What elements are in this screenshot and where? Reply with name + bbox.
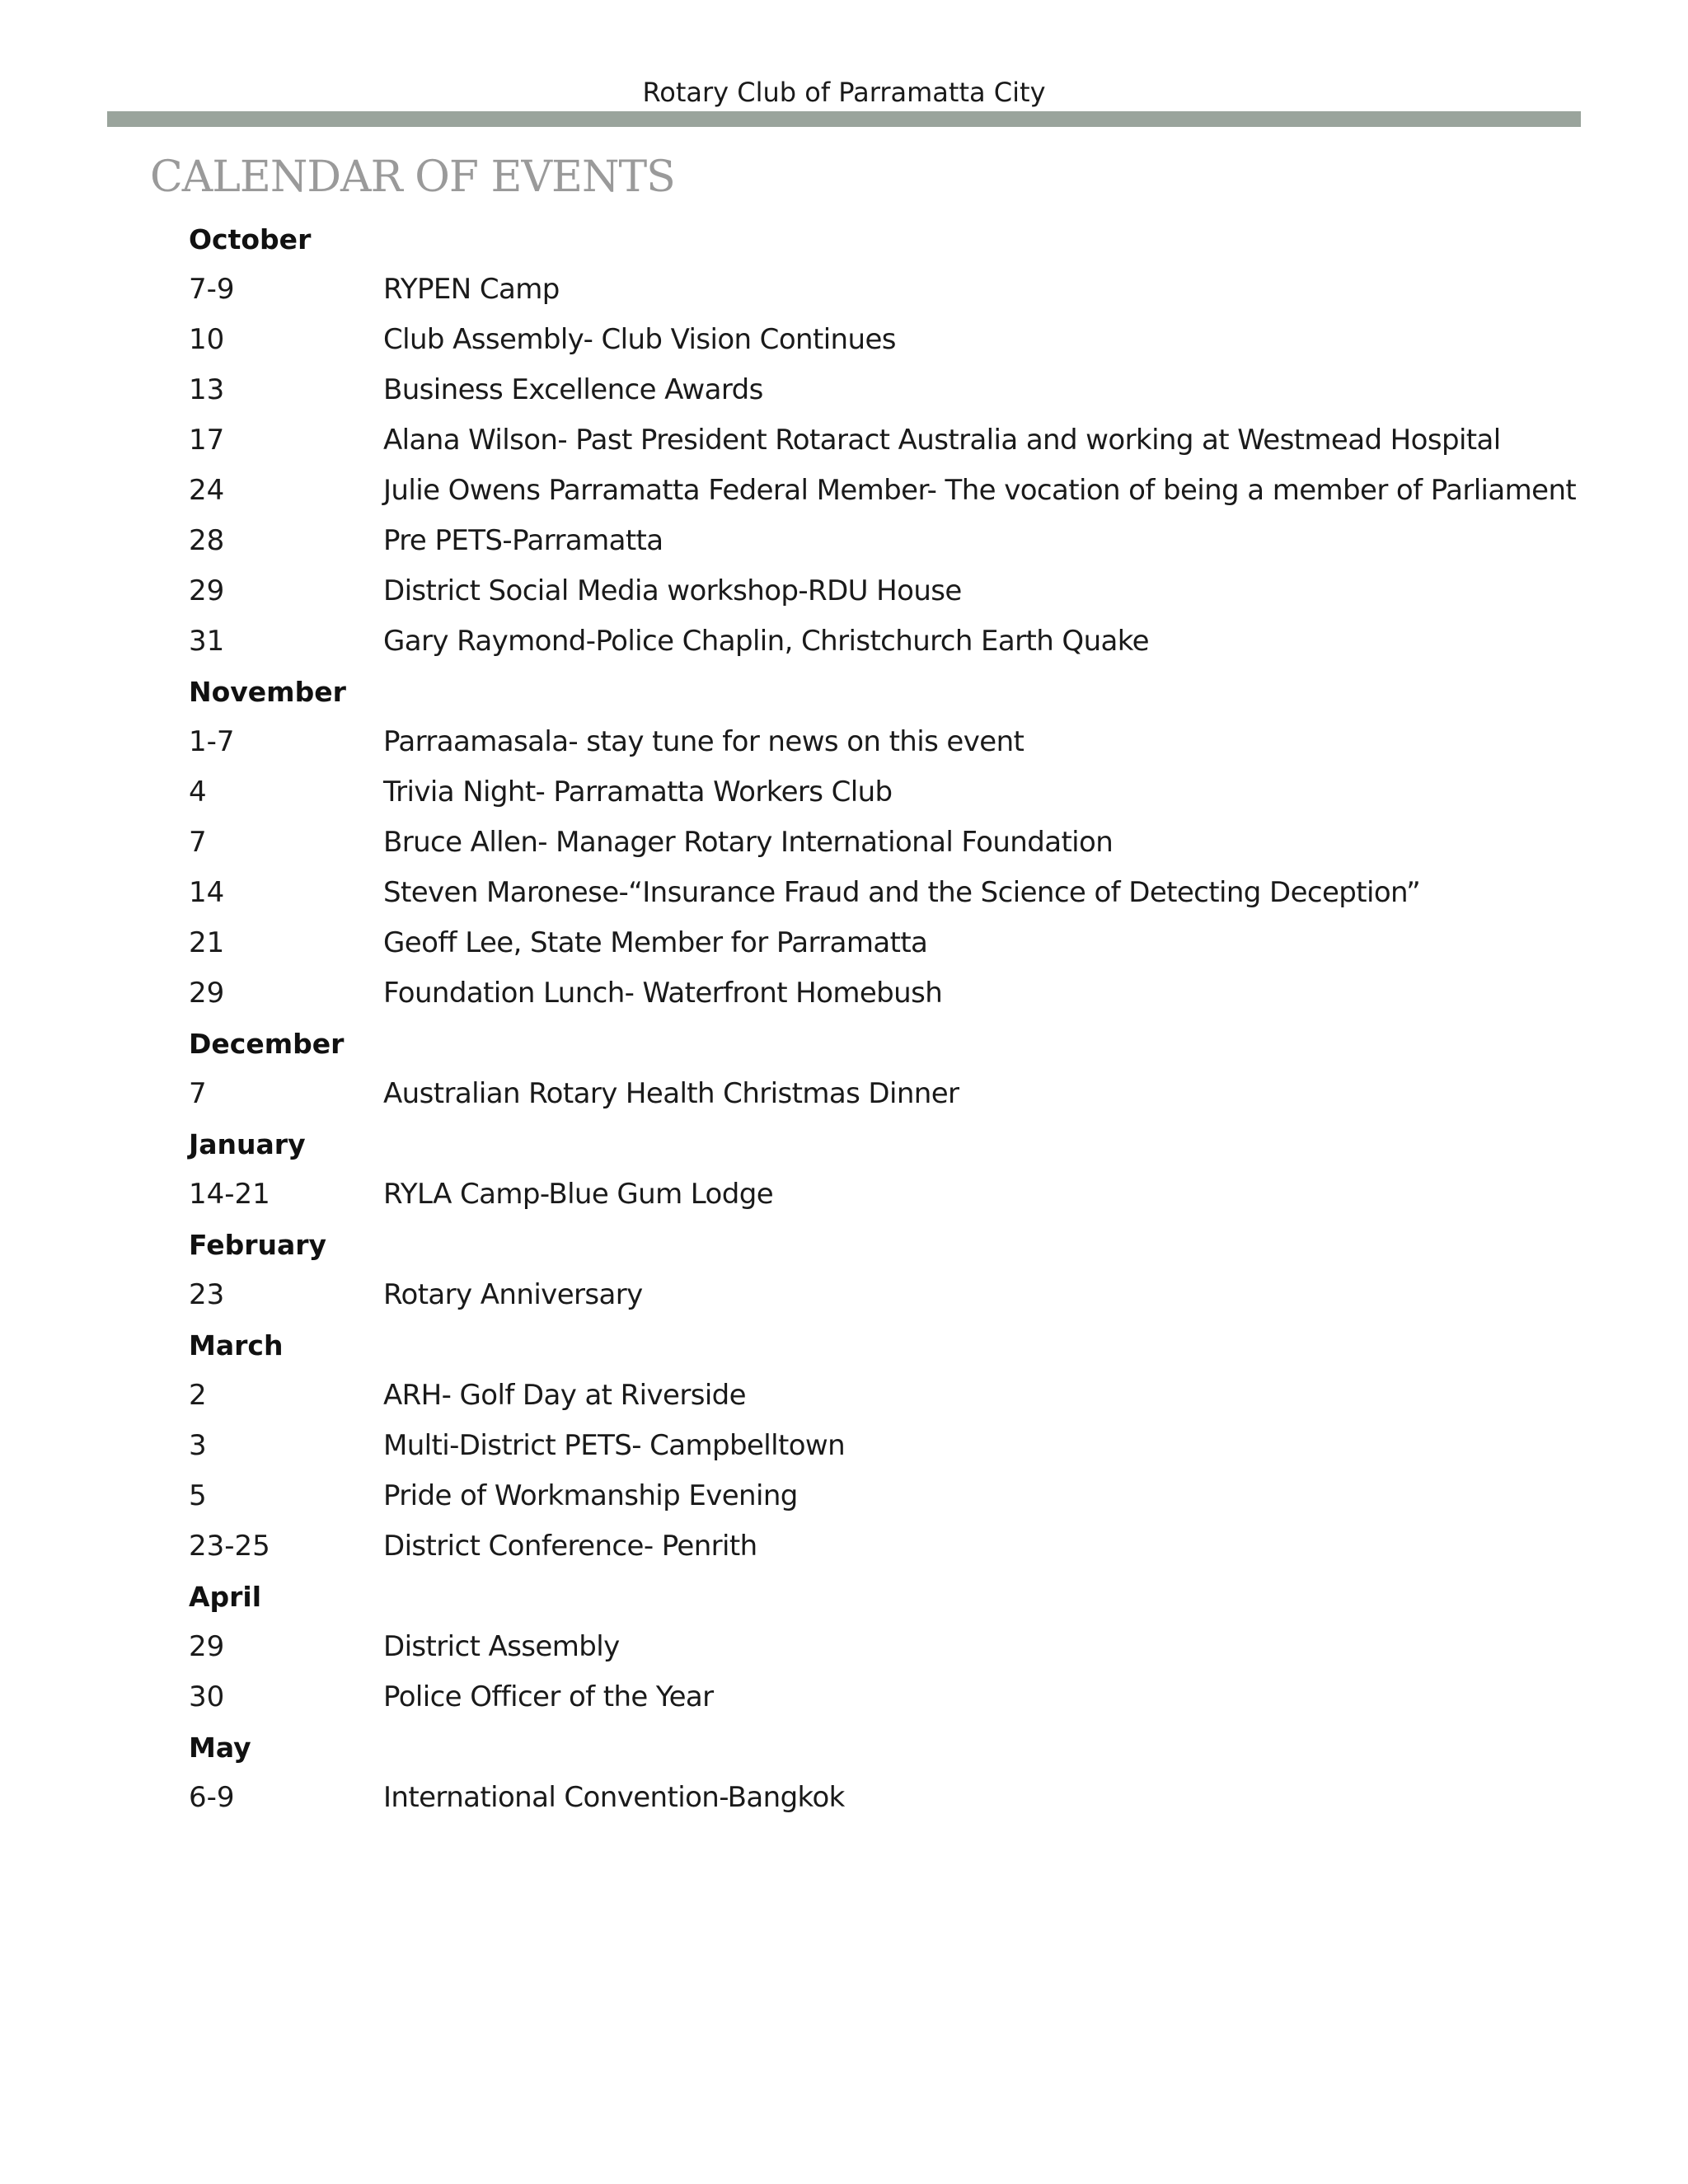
- event-description: RYPEN Camp: [383, 273, 560, 306]
- event-date: 21: [189, 926, 225, 959]
- event-date: 4: [189, 776, 207, 808]
- event-row: [189, 1622, 1590, 1672]
- month-section: [189, 667, 1590, 1019]
- event-description: Police Officer of the Year: [383, 1680, 714, 1713]
- event-date: 29: [189, 574, 225, 607]
- event-date: 13: [189, 373, 225, 406]
- page-title: CALENDAR OF EVENTS: [150, 152, 675, 202]
- event-row: [189, 1521, 1590, 1572]
- event-date: 7: [189, 826, 207, 859]
- event-description: ARH- Golf Day at Riverside: [383, 1379, 746, 1412]
- month-section: [189, 1119, 1590, 1220]
- event-row: [189, 466, 1590, 516]
- event-date: 10: [189, 323, 225, 356]
- month-section: [189, 1220, 1590, 1320]
- event-date: 7-9: [189, 273, 235, 306]
- event-description: Steven Maronese-“Insurance Fraud and the Science of Detecting Deception”: [383, 876, 1421, 909]
- event-date: 3: [189, 1429, 207, 1462]
- event-date: 2: [189, 1379, 207, 1412]
- event-row: [189, 415, 1590, 466]
- event-date: 7: [189, 1077, 207, 1110]
- header-rule: [107, 111, 1581, 127]
- month-heading: January: [189, 1128, 306, 1160]
- event-row: [189, 516, 1590, 566]
- month-heading: October: [189, 223, 312, 255]
- event-date: 14: [189, 876, 225, 909]
- month-heading: February: [189, 1229, 327, 1261]
- event-date: 14-21: [189, 1178, 270, 1211]
- event-row: [189, 265, 1590, 315]
- month-heading: May: [189, 1732, 251, 1764]
- event-date: 5: [189, 1479, 207, 1512]
- event-description: District Assembly: [383, 1630, 620, 1663]
- event-description: Gary Raymond-Police Chaplin, Christchurch Earth Quake: [383, 625, 1149, 658]
- event-date: 23: [189, 1278, 225, 1311]
- month-section: [189, 1572, 1590, 1722]
- event-date: 30: [189, 1680, 225, 1713]
- event-row: [189, 616, 1590, 667]
- event-date: 31: [189, 625, 225, 658]
- event-description: District Conference- Penrith: [383, 1530, 757, 1563]
- event-row: [189, 1371, 1590, 1421]
- event-description: District Social Media workshop-RDU House: [383, 574, 962, 607]
- event-description: Bruce Allen- Manager Rotary International Foundation: [383, 826, 1114, 859]
- event-description: Parraamasala- stay tune for news on this event: [383, 725, 1025, 758]
- event-description: Business Excellence Awards: [383, 373, 763, 406]
- event-row: [189, 918, 1590, 968]
- event-description: Pre PETS-Parramatta: [383, 524, 663, 557]
- event-row: [189, 1471, 1590, 1521]
- event-description: Multi-District PETS- Campbelltown: [383, 1429, 846, 1462]
- event-row: [189, 818, 1590, 868]
- event-row: [189, 968, 1590, 1019]
- event-date: 24: [189, 474, 225, 507]
- event-date: 29: [189, 977, 225, 1010]
- event-row: [189, 1270, 1590, 1320]
- event-row: [189, 717, 1590, 767]
- month-section: [189, 1320, 1590, 1572]
- event-date: 28: [189, 524, 225, 557]
- event-description: International Convention-Bangkok: [383, 1781, 845, 1814]
- event-row: [189, 1773, 1590, 1823]
- month-heading: March: [189, 1329, 284, 1361]
- event-description: Julie Owens Parramatta Federal Member- The vocation of being a member of Parliament: [383, 474, 1577, 507]
- event-description: Rotary Anniversary: [383, 1278, 643, 1311]
- event-date: 6-9: [189, 1781, 235, 1814]
- event-row: [189, 315, 1590, 365]
- header-org-name: Rotary Club of Parramatta City: [642, 77, 1046, 108]
- month-heading: November: [189, 676, 346, 708]
- month-section: [189, 214, 1590, 667]
- month-heading: April: [189, 1581, 262, 1613]
- event-description: Australian Rotary Health Christmas Dinner: [383, 1077, 959, 1110]
- month-section: [189, 1019, 1590, 1119]
- event-description: RYLA Camp-Blue Gum Lodge: [383, 1178, 774, 1211]
- event-description: Pride of Workmanship Evening: [383, 1479, 798, 1512]
- event-date: 1-7: [189, 725, 235, 758]
- event-row: [189, 767, 1590, 818]
- event-row: [189, 1421, 1590, 1471]
- event-description: Club Assembly- Club Vision Continues: [383, 323, 896, 356]
- event-date: 23-25: [189, 1530, 270, 1563]
- event-description: Trivia Night- Parramatta Workers Club: [383, 776, 893, 808]
- event-description: Alana Wilson- Past President Rotaract Australia and working at Westmead Hospital: [383, 424, 1501, 457]
- event-date: 29: [189, 1630, 225, 1663]
- month-heading: December: [189, 1028, 345, 1060]
- event-row: [189, 1672, 1590, 1722]
- event-description: Foundation Lunch- Waterfront Homebush: [383, 977, 943, 1010]
- event-row: [189, 365, 1590, 415]
- event-row: [189, 1069, 1590, 1119]
- event-description: Geoff Lee, State Member for Parramatta: [383, 926, 928, 959]
- event-row: [189, 566, 1590, 616]
- event-date: 17: [189, 424, 225, 457]
- event-row: [189, 868, 1590, 918]
- event-row: [189, 1169, 1590, 1220]
- calendar-list: [189, 214, 1590, 1823]
- month-section: [189, 1722, 1590, 1823]
